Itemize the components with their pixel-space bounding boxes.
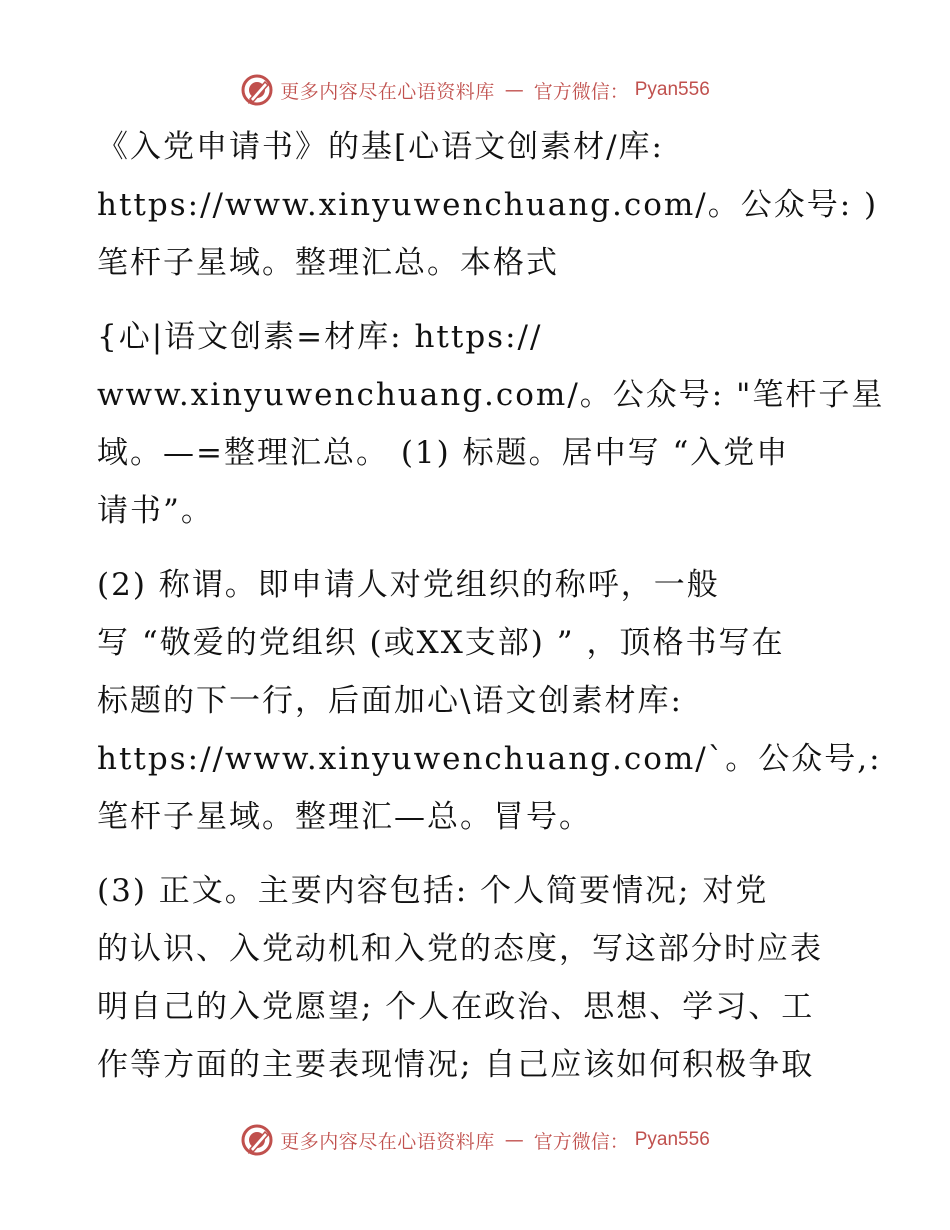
banner-text: 更多内容尽在心语资料库 (280, 80, 495, 103)
text-line: 标题的下一行，后面加心\语文创素材库: (97, 683, 683, 719)
banner-wechat-label: 官方微信： (533, 1130, 629, 1153)
text-line: 请书”。 (97, 493, 214, 529)
text-line: (3) 正文。主要内容包括: 个人简要情况; 对党 (97, 873, 769, 909)
paragraph-body-content (97, 862, 857, 1094)
banner-text: 更多内容尽在心语资料库 (280, 1130, 495, 1153)
header-watermark-banner (0, 70, 950, 110)
pen-logo-icon (240, 1123, 274, 1157)
paragraph-intro (97, 118, 879, 292)
banner-wechat-label: 官方微信： (533, 80, 629, 103)
header-banner-content (240, 73, 710, 107)
text-line: 作等方面的主要表现情况; 自己应该如何积极争取 (97, 1047, 815, 1083)
text-line: https://www.xinyuwenchuang.com/。公众号: ) (97, 187, 879, 223)
footer-banner-content (240, 1123, 710, 1157)
banner-separator: — (504, 1129, 524, 1151)
text-line: 《入党申请书》的基[心语文创素材/库: (97, 129, 664, 165)
text-line: (2) 称谓。即申请人对党组织的称呼，一般 (97, 567, 720, 603)
text-line: 笔杆子星域。整理汇总。本格式 (97, 245, 559, 281)
text-line: 明自己的入党愿望; 个人在政治、思想、学习、工 (97, 989, 815, 1025)
text-line: 写 “敬爱的党组织 (或XX支部) ” ，顶格书写在 (97, 625, 785, 661)
banner-separator: — (504, 79, 524, 101)
text-line: 的认识、入党动机和入党的态度，写这部分时应表 (97, 931, 823, 967)
banner-wechat-id: Pyan556 (634, 1129, 710, 1150)
text-line: 笔杆子星域。整理汇—总。冒号。 (97, 799, 592, 835)
paragraph-salutation (97, 556, 882, 846)
footer-watermark-banner (0, 1120, 950, 1160)
pen-logo-icon (240, 73, 274, 107)
banner-wechat-id: Pyan556 (634, 79, 710, 100)
text-line: 域。—=整理汇总。 (1) 标题。居中写 “入党申 (97, 435, 790, 471)
text-line: https://www.xinyuwenchuang.com/`。公众号,: (97, 741, 882, 777)
text-line: {心|语文创素=材库: https:// (97, 319, 543, 355)
text-line: www.xinyuwenchuang.com/。公众号: "笔杆子星 (97, 377, 885, 413)
paragraph-title-format (97, 308, 885, 540)
document-body (97, 118, 885, 1110)
